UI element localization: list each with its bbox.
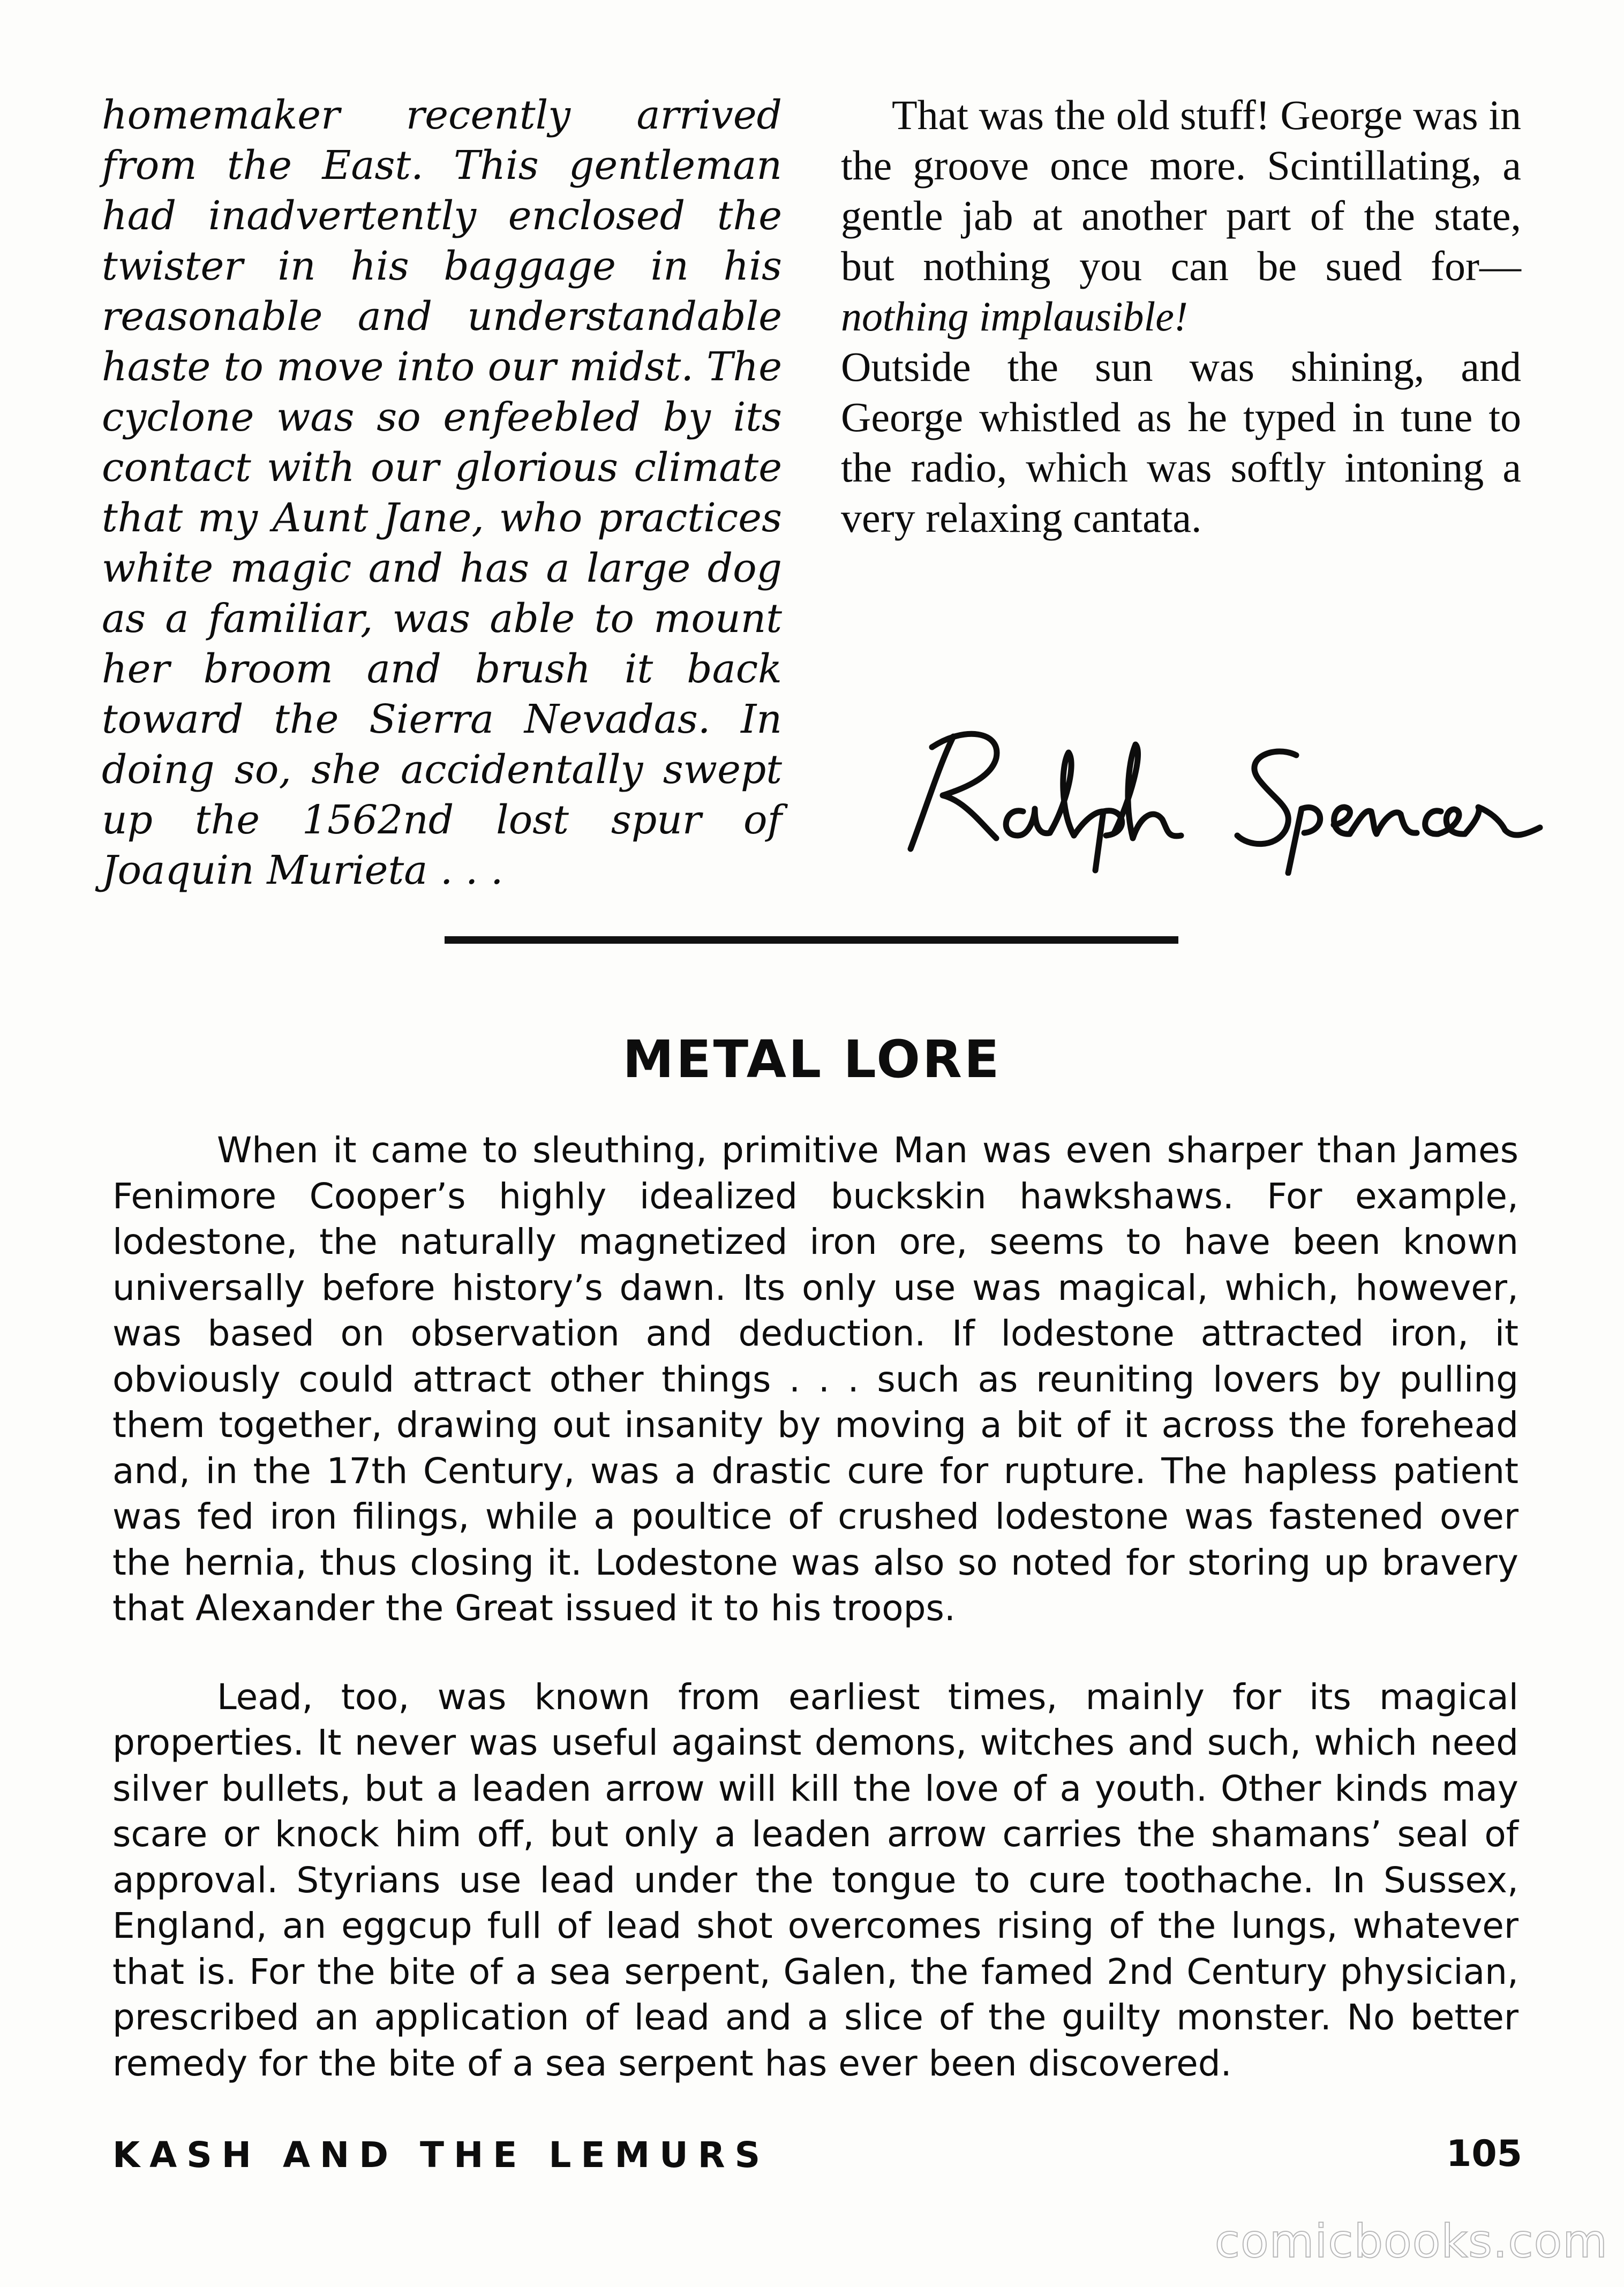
story-right-paragraph-2: Outside the sun was shining, and George whistled as he typed in tune to the radio, which was softly intoning a very relaxing cantata. — [841, 343, 1521, 541]
article-paragraph-2: Lead, too, was known from earliest times, mainly for its magical properties. It never was useful against demons, witches and such, which need silver bullets, but a leaden arrow will kill the love of a youth. Other kinds may scare or knock him off, but only a leaden arrow carries the shamans’ seal of approval. Styrians use lead under the tongue to cure toothache. In Sussex, England, an eggcup full of lead shot overcomes rising of the lungs, whatever that is. For the bite of a sea serpent, Galen, the famed 2nd Century physician, prescribed an application of lead and a slice of the guilty monster. No better remedy for the bite of a sea serpent has ever been discovered. — [112, 1676, 1518, 2084]
story-right-column — [841, 90, 1521, 543]
paragraph-text: That was the old stuff! George was in the groove once more. Scintillating, a gentle jab at another part of the state, but nothing you can be sued for— — [841, 92, 1521, 289]
story-left-column — [102, 90, 782, 896]
site-watermark: comicbooks.com — [1214, 2215, 1608, 2268]
article-body — [112, 1127, 1518, 2129]
handwritten-signature — [889, 715, 1553, 876]
page-number: 105 — [1446, 2133, 1522, 2175]
article-paragraph-1: When it came to sleuthing, primitive Man was even sharper than James Fenimore Cooper’s highly idealized buckskin hawkshaws. For example, lodestone, the naturally magnetized iron ore, seems to have been known universally before history’s dawn. Its only use was magical, which, however, was based on observation and deduction. If lodestone attracted iron, it obviously could attract other things . . . such as reuniting lovers by pulling them together, drawing out insanity by moving a bit of it across the forehead and, in the 17th Century, was a drastic cure for rupture. The hapless patient was fed iron filings, while a poultice of crushed lodestone was fastened over the hernia, thus closing it. Lodestone was also so noted for storing up bravery that Alexander the Great issued it to his troops. — [112, 1130, 1518, 1629]
story-right-paragraph-1 — [841, 90, 1521, 342]
section-divider — [445, 936, 1178, 944]
story-left-paragraph: homemaker recently arrived from the East. This gentleman had inadvertently enclosed the twister in his baggage in his reasonable and understandable haste to move into our midst. The cyclone was so enfeebled by its contact with our glorious climate that my Aunt Jane, who practices white magic and has a large dog as a familiar, was able to mount her broom and brush it back toward the Sierra Nevadas. In doing so, she accidentally swept up the 1562nd lost spur of Joaquin Murieta . . . — [102, 92, 782, 893]
running-footer-title: KASH AND THE LEMURS — [112, 2134, 770, 2176]
paragraph-italic-text: nothing implausible! — [841, 293, 1188, 340]
article-title: METAL LORE — [622, 1029, 1002, 1089]
